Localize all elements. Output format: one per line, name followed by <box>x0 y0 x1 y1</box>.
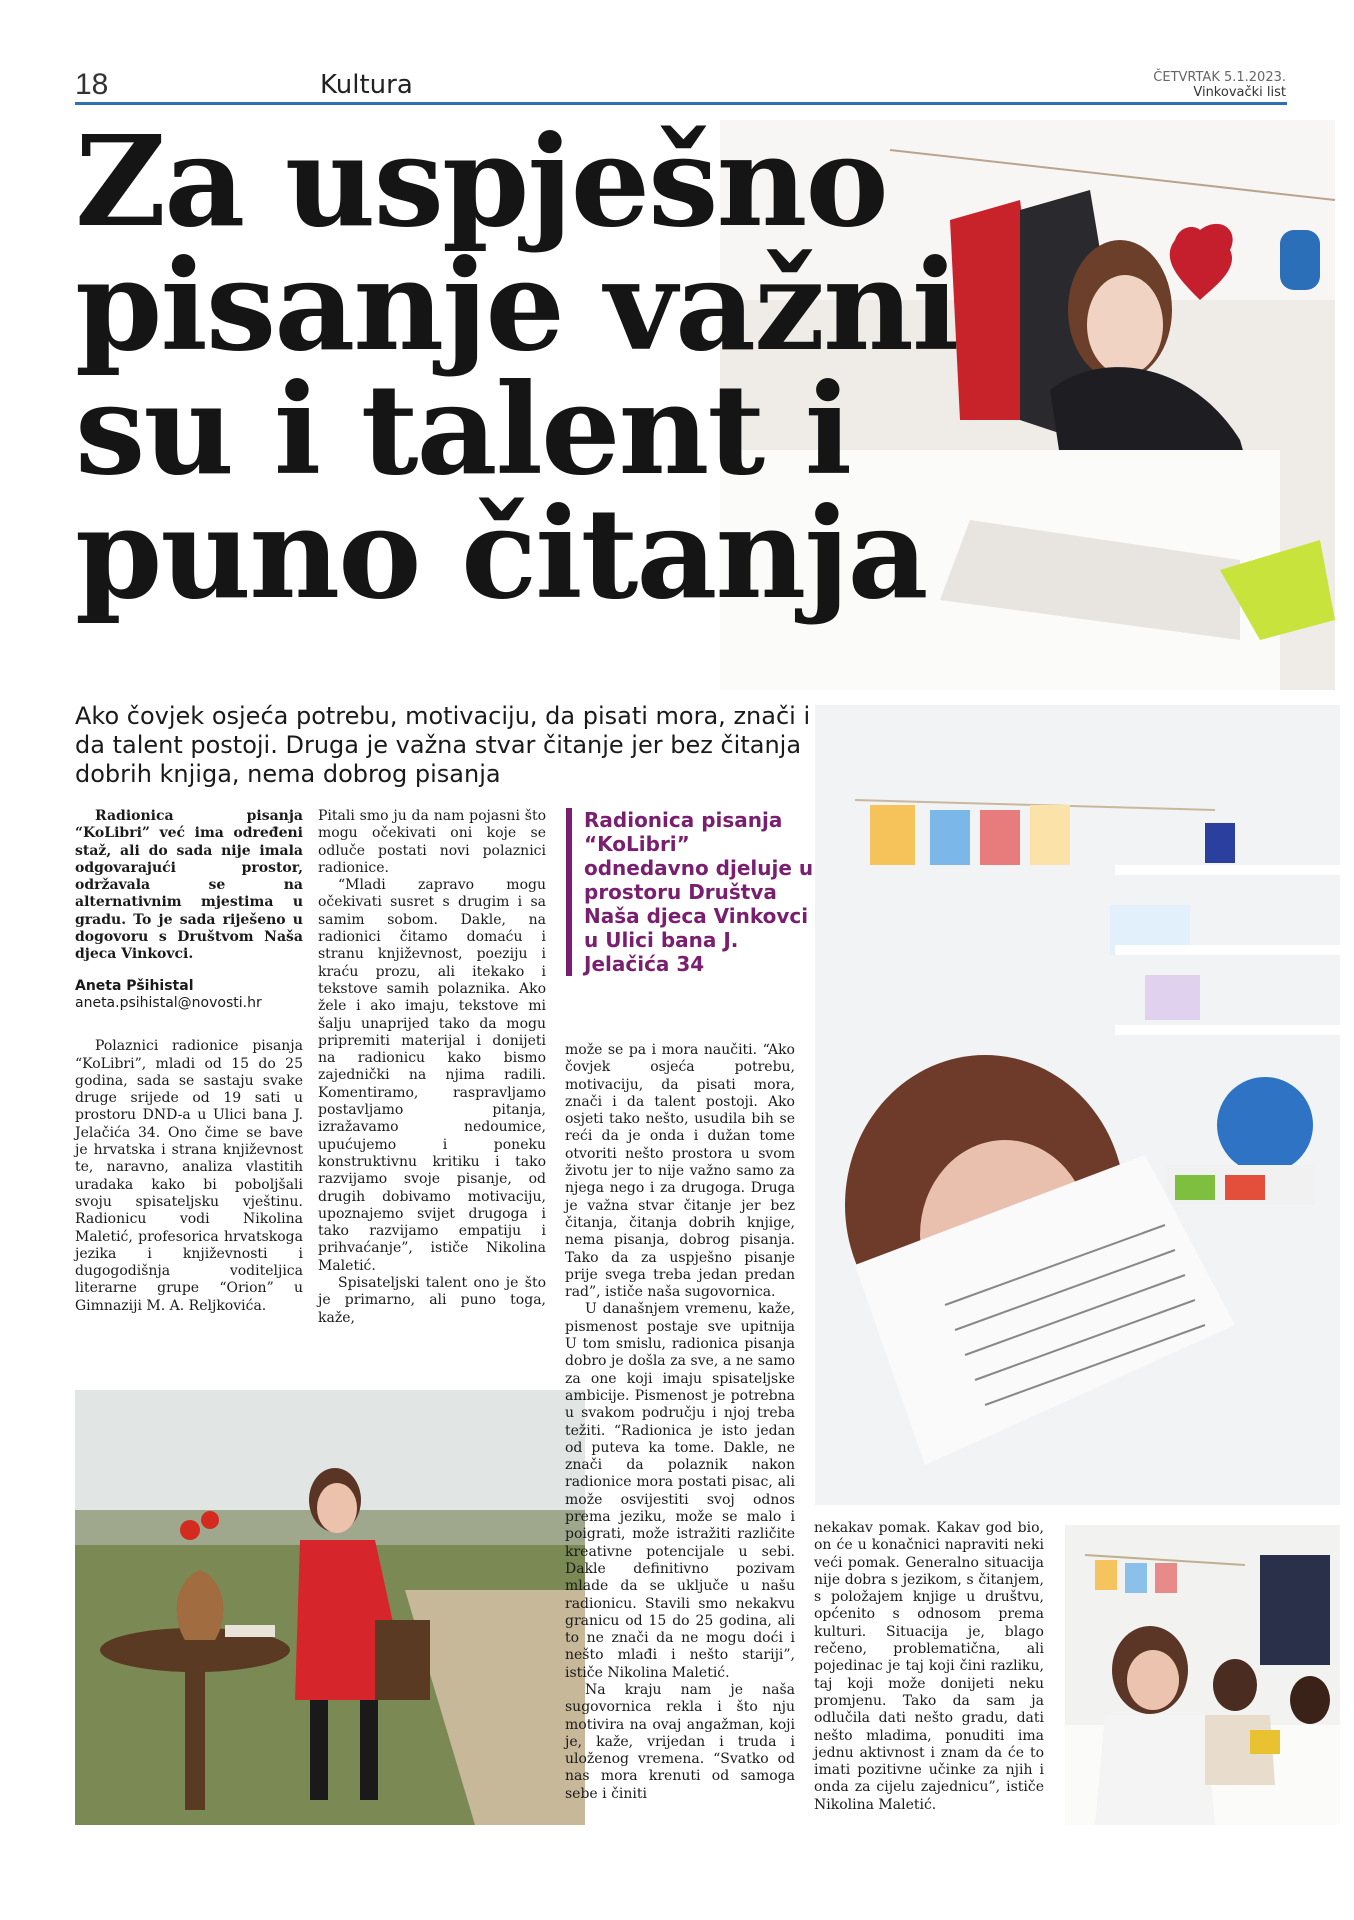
issue-date: ČETVRTAK 5.1.2023. <box>1153 70 1286 85</box>
publication-name: Vinkovački list <box>1193 85 1286 100</box>
body-paragraph: Pitali smo ju da nam pojasni što mogu očekivati oni koje se odluče postati novi polaznici radionice. <box>318 808 546 876</box>
author-name: Aneta Pšihistal <box>75 977 194 994</box>
masthead-info <box>1153 70 1286 100</box>
body-paragraph: Na kraju nam je naša sugovornica rekla i što nju motivira na ovaj angažman, koji je, kaže, vrijedan i truda i uloženog vremena. “Svatko od nas mora krenuti od samoga sebe i činiti <box>565 1681 795 1802</box>
body-paragraph: “Mladi zapravo mogu očekivati susret s drugim i sa samim sobom. Dakle, na radionici čitamo domaću i stranu književnost, poeziju i kraću prozu, ali itekako i tekstove samih polaznika. Ako žele i ako imaju, tekstove mi šalju unaprijed tako da mogu pripremiti materijal i donijeti na radionicu kako bismo zajednički na njima radili. Komentiramo, raspravljamo postavljamo pitanja, izražavamo nedoumice, upućujemo i poneku konstruktivnu kritiku i tako razvijamo svoje pisanje, od drugih dobivamo motivaciju, upoznajemo svijet drugoga i tako razvijamo empatiju i prihvaćanje”, ističe Nikolina Maletić. <box>318 877 546 1274</box>
headline-line-4: puno čitanja <box>75 481 927 627</box>
photo-workshop-group <box>1065 1525 1340 1825</box>
body-paragraph: Spisateljski talent ono je što je primarno, ali puno toga, kaže, <box>318 1275 546 1326</box>
author-email: aneta.psihistal@novosti.hr <box>75 994 262 1011</box>
lede: Ako čovjek osjeća potrebu, motivaciju, da pisati mora, znači i da talent postoji. Druga je važna stvar čitanje jer bez čitanja dobrih knjiga, nema dobrog pisanja <box>75 702 811 788</box>
column-2 <box>318 808 546 1327</box>
body-paragraph: nekakav pomak. Kakav god bio, on će u konačnici napraviti neki veći pomak. Generalno situacija nije dobra s jezikom, s čitanjem, s položajem knjige u društvu, općenito s odnosom prema kulturi. Situacija je, blago rečeno, problematična, ali pojedinac je taj koji čini razliku, taj koji može donijeti neku promjenu. Tako da sam ja odlučila dati nešto gradu, dati nešto mladima, ponuditi ima jednu aktivnost i znam da će to imati pozitivne učinke za njih i onda za cijelu zajednicu”, ističe Nikolina Maletić. <box>814 1520 1044 1813</box>
photo-girls-reading <box>815 705 1340 1505</box>
byline <box>75 978 303 1013</box>
photo-nikolina-maletic-illustration <box>75 1390 585 1825</box>
page-number: 18 <box>75 68 109 101</box>
body-paragraph: može se pa i mora naučiti. “Ako čovjek osjeća potrebu, motivaciju, da pisati mora, znači i da talent postoji. Ako osjeti tako nešto, usudila bih se reći da je onda i dužan tome otvoriti nešto prostora u svom životu jer to nije važno samo za njega nego i za drugoga. Druga je važna stvar čitanje jer bez čitanja, čitanja dobrih knjige, nema pisanja, dobrog pisanja. Tako da za uspješno pisanje prije svega treba jedan predan rad”, ističe naša sugovornica. <box>565 1042 795 1301</box>
section-title: Kultura <box>320 70 413 100</box>
column-1 <box>75 808 303 1315</box>
column-4 <box>814 1520 1044 1814</box>
intro-paragraph: Radionica pisanja “KoLibri” već ima određeni staž, ali do sada nije imala odgovarajući prostor, održavala se na alternativnim mjestima u gradu. To je sada riješeno u dogovoru s Društvom Naša djeca Vinkovci. <box>75 808 303 963</box>
pull-quote: Radionica pisanja “KoLibri” odnedavno djeluje u prostoru Društva Naša djeca Vinkovci u Ulici bana J. Jelačića 34 <box>566 808 814 976</box>
headline <box>75 109 1035 627</box>
headline-line-3: su i talent i <box>75 357 851 503</box>
photo-nikolina-maletic <box>75 1390 585 1825</box>
body-paragraph: U današnjem vremenu, kaže, pismenost postaje sve upitnija U tom smislu, radionica pisanja dobro je došla za sve, a ne samo za one koji imaju spisateljske ambicije. Pismenost je potrebna u svakom području i njoj treba težiti. “Radionica je isto jedan od puteva ka tome. Dakle, ne znači da polaznik nakon radionice mora postati pisac, ali može osvijestiti svoj odnos prema jeziku, može se malo i poigrati, može istražiti različite kreativne potencijale u sebi. Dakle definitivno pozivam mlade da se uključe u našu radionicu. Stavili smo nekakvu granicu od 15 do 25 godina, ali to ne znači da ne mogu doći i nešto mlađi i nešto stariji”, ističe Nikolina Maletić. <box>565 1301 795 1681</box>
header-rule <box>75 102 1287 105</box>
headline-line-1: Za uspješno <box>75 109 887 255</box>
body-paragraph: Polaznici radionice pisanja “KoLibri”, mladi od 15 do 25 godina, sada se sastaju svake druge srijede od 19 sati u prostoru DND-a u Ulici bana J. Jelačića 34. Ono čime se bave je hrvatska i strana književnost te, naravno, analiza vlastitih uradaka kako bi poboljšali svoju spisateljsku vještinu. Radionicu vodi Nikolina Maletić, profesorica hrvatskoga jezika i književnosti i dugogodišnja voditeljica literarne grupe “Orion” u Gimnaziji M. A. Reljkovića. <box>75 1038 303 1314</box>
photo-girls-reading-illustration <box>815 705 1340 1505</box>
photo-workshop-group-illustration <box>1065 1525 1340 1825</box>
headline-line-2: pisanje važni <box>75 233 958 379</box>
column-3 <box>565 1042 795 1803</box>
